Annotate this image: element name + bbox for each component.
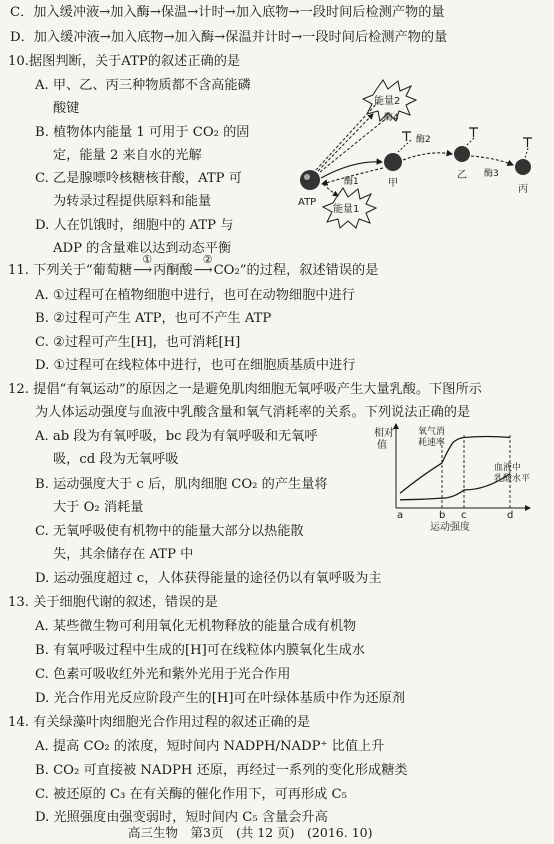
- q12-option-b: B. 运动强度大于 c 后，肌肉细胞 CO₂ 的产生量将: [35, 477, 328, 492]
- q10-option-d-cont: ADP 的含量难以达到动态平衡: [53, 241, 232, 256]
- arrow-yi-to-bing: [471, 156, 513, 165]
- q14-option-d: D. 光照强度由强变弱时，短时间内 C₅ 含量会升高: [35, 810, 328, 825]
- x-tick-a: a: [397, 510, 404, 521]
- enzyme3-label: 酶3: [484, 169, 499, 179]
- x-tick-d: d: [507, 510, 514, 521]
- bing-molecule: [515, 159, 531, 175]
- q12-option-b-cont: 大于 O₂ 消耗量: [53, 500, 144, 515]
- q10-option-a: A. 甲、乙、丙三种物质都不含高能磷: [35, 78, 251, 93]
- q14-option-a: A. 提高 CO₂ 的浓度，短时间内 NADPH/NADP⁺ 比值上升: [35, 739, 385, 754]
- exercise-chart: [372, 418, 538, 534]
- q11-option-a: A. ①过程可在植物细胞中进行，也可在动物细胞中进行: [35, 288, 355, 303]
- q10-option-b-cont: 定，能量 2 来自水的光解: [53, 148, 202, 163]
- q12-option-c: C. 无氧呼吸使有机物中的能量大部分以热能散: [35, 524, 304, 539]
- energy1-label: 能量1: [333, 204, 360, 215]
- y-axis-label-1: 相对: [374, 428, 394, 439]
- energy2-label: 能量2: [374, 96, 401, 107]
- q9-option-c: C．加入缓冲液→加入酶→保温→计时→加入底物→一段时间后检测产物的量: [10, 5, 445, 20]
- q13-option-c: C. 色素可吸收红外光和紫外光用于光合作用: [35, 667, 291, 682]
- q12-option-a-cont: 吸，cd 段为无氧呼吸: [53, 452, 179, 467]
- q11-step2-arrow: ② ⟶: [193, 253, 213, 278]
- q11-option-d: D. ①过程可在线粒体中进行，也可在细胞质基质中进行: [35, 358, 356, 373]
- q11-step1-arrow: ① ⟶: [133, 253, 153, 278]
- q13-option-b: B. 有氧呼吸过程中生成的[H]可在线粒体内膜氧化生成水: [35, 643, 365, 658]
- enzyme2-label: 酶2: [416, 135, 431, 145]
- q12-stem: 12. 提倡“有氧运动”的原因之一是避免肌肉细胞无氧呼吸产生大量乳酸。下图所示: [8, 382, 482, 397]
- q13-option-d: D. 光合作用光反应阶段产生的[H]可在叶绿体基质中作为还原剂: [35, 691, 405, 706]
- q10-option-a-cont: 酸键: [53, 101, 80, 116]
- q11-stem: [8, 253, 379, 280]
- q12-option-c-cont: 失，其余储存在 ATP 中: [53, 547, 194, 562]
- q13-stem: 13. 关于细胞代谢的叙述，错误的是: [8, 595, 218, 610]
- q11-mid: 丙酮酸: [153, 263, 193, 278]
- q12-stem-cont: 为人体运动强度与血液中乳酸含量和氧气消耗率的关系。下列说法正确的是: [35, 405, 471, 420]
- q10-option-d: D. 人在饥饿时，细胞中的 ATP 与: [35, 218, 234, 233]
- yi-label: 乙: [457, 170, 467, 181]
- legend-lactate-1: 血液中: [494, 463, 522, 473]
- legend-o2-1: 氧气消: [418, 427, 446, 437]
- atp-molecule: [300, 170, 320, 190]
- jia-molecule: [384, 153, 402, 171]
- q12-option-d: D. 运动强度超过 c，人体获得能量的途径仍以有氧呼吸为主: [35, 571, 382, 586]
- q14-stem: 14. 有关绿藻叶肉细胞光合作用过程的叙述正确的是: [8, 715, 311, 730]
- jia-label: 甲: [388, 178, 398, 189]
- page-footer: 高三生物 第3页 (共 12 页) (2016. 10): [128, 825, 373, 840]
- enzyme4-label: 酶4: [384, 113, 399, 123]
- q9-option-d: D．加入缓冲液→加入底物→加入酶→保温并计时→一段时间后检测产物的量: [10, 30, 448, 45]
- q11-option-c: C. ②过程可产生[H]，也可消耗[H]: [35, 335, 241, 350]
- atp-diagram: [288, 72, 550, 230]
- q14-option-c: C. 被还原的 C₃ 在有关酶的催化作用下，可再形成 C₅: [35, 787, 347, 802]
- q10-stem: 10.据图判断，关于ATP的叙述正确的是: [8, 54, 241, 69]
- q10-option-c-cont: 为转录过程提供原料和能量: [53, 194, 212, 209]
- enzyme1-label: 酶1: [344, 177, 359, 187]
- q11-prefix: 11. 下列关于“葡萄糖: [8, 263, 133, 278]
- y-axis-label-2: 值: [377, 440, 387, 451]
- q10-option-b: B. 植物体内能量 1 可用于 CO₂ 的固: [35, 125, 250, 140]
- legend-o2-2: 耗速率: [418, 438, 446, 448]
- q11-option-b: B. ②过程可产生 ATP，也可不产生 ATP: [35, 311, 272, 326]
- energy1-burst: [323, 188, 376, 228]
- yi-molecule: [454, 146, 470, 162]
- q14-option-b: B. CO₂ 可直接被 NADPH 还原，再经过一系列的变化形成糖类: [35, 763, 408, 778]
- x-tick-b: b: [439, 510, 446, 521]
- bing-label: 丙: [518, 184, 528, 195]
- x-tick-c: c: [461, 510, 467, 521]
- x-axis-label: 运动强度: [430, 522, 470, 533]
- q12-option-a: A. ab 段为有氧呼吸，bc 段为有氧呼吸和无氧呼: [35, 429, 318, 444]
- q13-option-a: A. 某些微生物可利用氧化无机物释放的能量合成有机物: [35, 619, 357, 634]
- legend-lactate-2: 乳酸水平: [494, 474, 531, 484]
- arrow-jia-to-yi: [403, 153, 452, 160]
- q11-suffix: CO₂”的过程，叙述错误的是: [213, 263, 379, 278]
- arrow-to-energy1: [323, 184, 338, 196]
- q10-option-c: C. 乙是腺嘌呤核糖核苷酸，ATP 可: [35, 171, 242, 186]
- atp-label: ATP: [298, 197, 317, 208]
